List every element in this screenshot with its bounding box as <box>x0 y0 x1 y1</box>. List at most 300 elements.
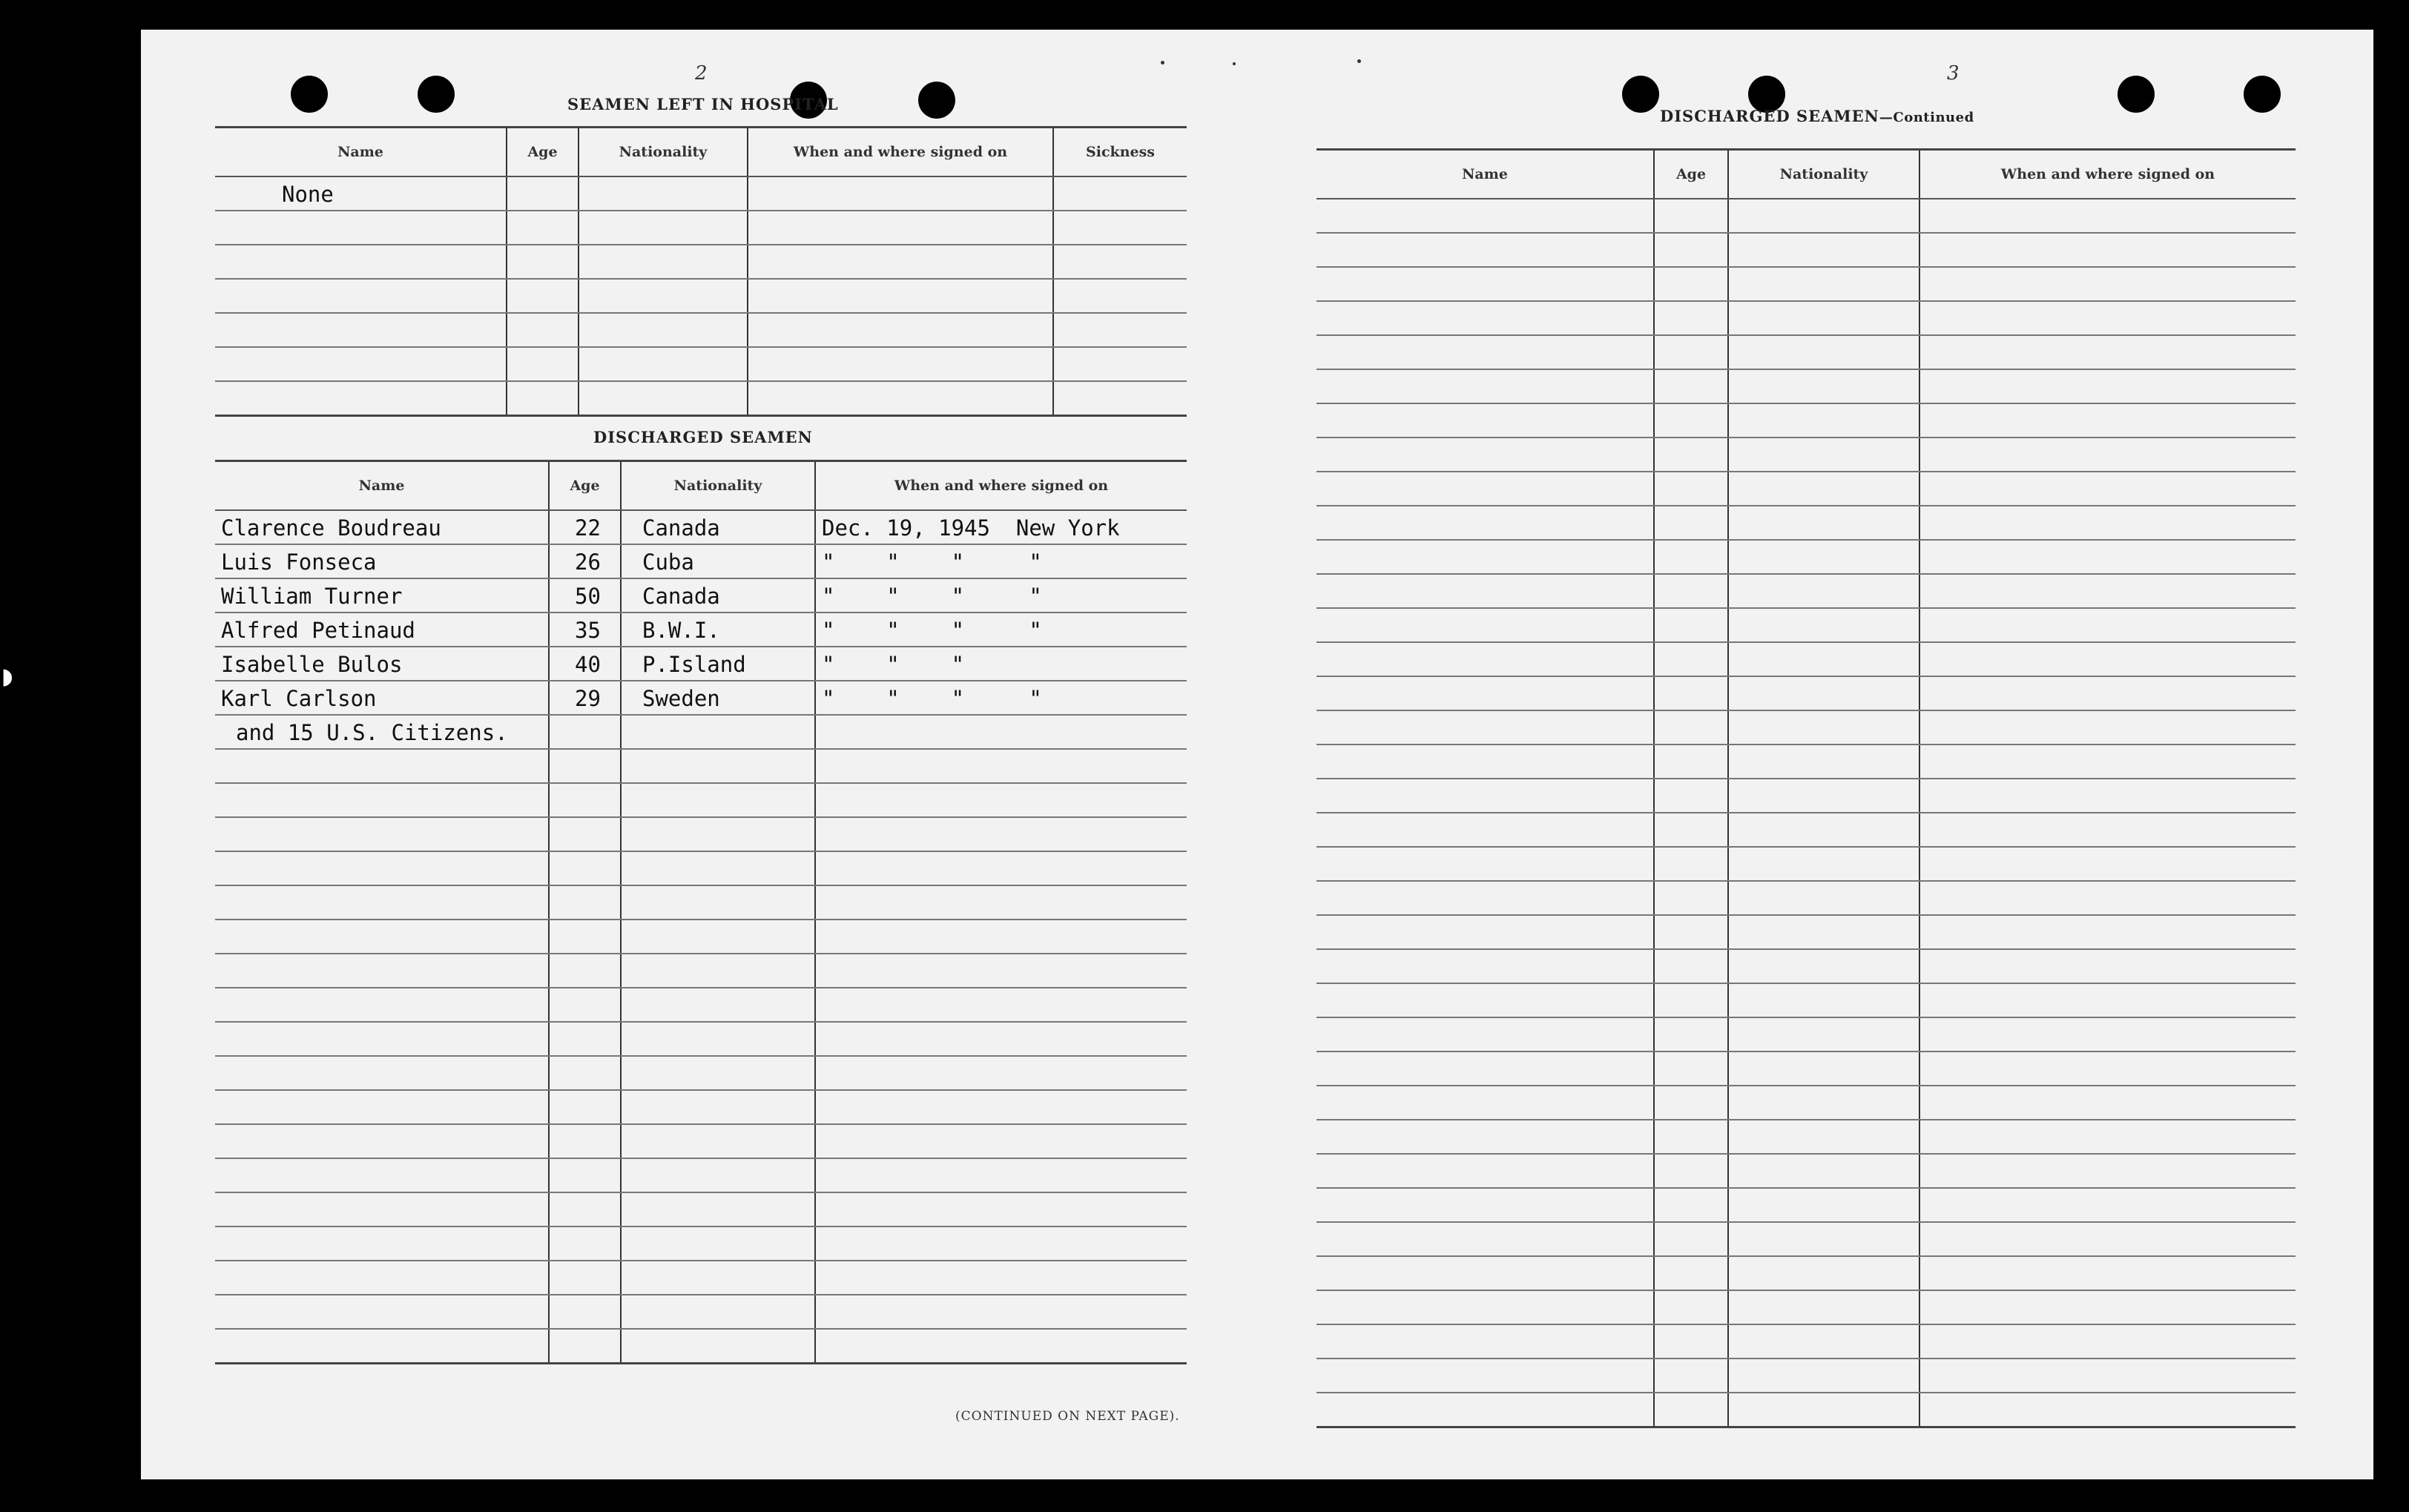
empty-cell <box>1316 233 1654 267</box>
cell-text <box>550 916 620 919</box>
cell-name <box>215 211 507 245</box>
page-number: 3 <box>1947 62 1960 85</box>
cell-signed-on <box>815 510 1187 544</box>
cell-signed-on <box>815 1192 1187 1227</box>
empty-cell <box>1919 540 2296 574</box>
cell-text <box>622 1291 814 1294</box>
empty-cell <box>1728 1324 1919 1359</box>
cell-signed-on <box>815 851 1187 885</box>
cell-text <box>622 1120 814 1123</box>
cell-text <box>816 916 1187 919</box>
cell-nationality <box>621 578 815 613</box>
hospital-section-title: SEAMEN LEFT IN HOSPITAL <box>567 95 839 113</box>
cell-text <box>215 1291 548 1294</box>
empty-cell <box>1316 1393 1654 1427</box>
empty-cell <box>1919 676 2296 710</box>
table-row <box>215 1158 1187 1192</box>
empty-cell <box>1919 1120 2296 1154</box>
empty-cell <box>1316 574 1654 608</box>
empty-cell <box>1919 233 2296 267</box>
table-row <box>1316 642 2296 676</box>
cell-text <box>816 950 1187 953</box>
empty-cell <box>1316 745 1654 779</box>
cell-text <box>215 343 506 346</box>
cell-signed-on <box>815 1158 1187 1192</box>
empty-cell <box>1728 267 1919 301</box>
cell-age <box>549 715 621 749</box>
empty-cell <box>1654 1017 1728 1052</box>
empty-cell <box>1728 1052 1919 1086</box>
header-signed-on: When and where signed on <box>815 461 1187 511</box>
cell-text <box>1054 412 1187 415</box>
empty-cell <box>1654 540 1728 574</box>
header-nationality: Nationality <box>621 461 815 511</box>
empty-cell <box>1316 1017 1654 1052</box>
cell-name <box>215 817 549 851</box>
empty-cell <box>1654 233 1728 267</box>
empty-cell <box>1654 813 1728 847</box>
cell-text <box>816 1052 1187 1055</box>
cell-nationality <box>579 211 748 245</box>
empty-cell <box>1654 881 1728 915</box>
header-sickness: Sickness <box>1053 128 1187 177</box>
cell-text <box>748 343 1052 346</box>
cell-text <box>816 1018 1187 1021</box>
table-row <box>1316 813 2296 847</box>
cell-text: Karl Carlson <box>221 686 377 711</box>
empty-cell <box>1316 642 1654 676</box>
cell-age <box>549 954 621 988</box>
cell-signed-on <box>815 613 1187 647</box>
cell-text <box>748 412 1052 415</box>
table-row <box>215 1329 1187 1364</box>
empty-cell <box>1316 1120 1654 1154</box>
table-row <box>215 1192 1187 1227</box>
cell-age <box>549 1056 621 1090</box>
cell-text <box>507 275 578 278</box>
table-row <box>215 681 1187 715</box>
table-row <box>215 920 1187 954</box>
cell-text <box>1054 343 1187 346</box>
cell-name <box>215 647 549 681</box>
cell-text <box>579 343 747 346</box>
cell-text: William Turner <box>221 584 403 609</box>
empty-cell <box>1728 676 1919 710</box>
cell-nationality <box>621 954 815 988</box>
cell-text <box>550 882 620 885</box>
header-age: Age <box>549 461 621 511</box>
cell-text <box>579 412 747 415</box>
empty-cell <box>1919 710 2296 745</box>
empty-cell <box>1316 472 1654 506</box>
cell-text: " " " " <box>822 618 1042 643</box>
cell-signed-on <box>815 1022 1187 1056</box>
cell-name <box>215 1329 549 1364</box>
empty-cell <box>1728 1290 1919 1324</box>
empty-cell <box>1654 1086 1728 1120</box>
cell-text <box>215 1120 548 1123</box>
cell-text <box>215 275 506 278</box>
cell-text: 22 <box>575 515 601 541</box>
hospital-table-body <box>215 176 1187 416</box>
cell-text <box>1054 207 1187 210</box>
cell-sickness <box>1053 381 1187 416</box>
cell-signed-on <box>748 381 1053 416</box>
cell-name <box>215 954 549 988</box>
empty-cell <box>1316 915 1654 949</box>
empty-cell <box>1728 881 1919 915</box>
cell-text <box>816 779 1187 782</box>
empty-cell <box>1654 983 1728 1017</box>
empty-cell <box>1316 369 1654 403</box>
empty-cell <box>1316 438 1654 472</box>
empty-cell <box>1316 301 1654 335</box>
continued-table-body <box>1316 199 2296 1427</box>
document-sheet <box>141 30 2373 1479</box>
empty-cell <box>1919 1154 2296 1188</box>
cell-nationality <box>579 176 748 211</box>
table-row <box>215 885 1187 920</box>
cell-text <box>816 984 1187 987</box>
cell-text: 40 <box>575 652 601 677</box>
cell-text <box>507 412 578 415</box>
empty-cell <box>1316 608 1654 642</box>
right-page <box>1253 30 2373 1479</box>
empty-cell <box>1919 779 2296 813</box>
table-row <box>1316 403 2296 438</box>
cell-nationality <box>621 1056 815 1090</box>
cell-nationality <box>621 885 815 920</box>
table-row <box>215 313 1187 347</box>
empty-cell <box>1919 1052 2296 1086</box>
table-row <box>1316 233 2296 267</box>
cell-text <box>579 241 747 244</box>
cell-sickness <box>1053 279 1187 313</box>
empty-cell <box>1728 949 1919 983</box>
empty-cell <box>1728 1222 1919 1256</box>
cell-signed-on <box>748 245 1053 279</box>
empty-cell <box>1316 847 1654 881</box>
table-row <box>1316 1086 2296 1120</box>
empty-cell <box>1654 779 1728 813</box>
cell-text <box>748 377 1052 380</box>
discharged-header-row <box>215 461 1187 511</box>
cell-age <box>549 1090 621 1124</box>
cell-signed-on <box>815 783 1187 817</box>
empty-cell <box>1728 506 1919 540</box>
punch-hole <box>918 82 955 119</box>
continued-note: (CONTINUED ON NEXT PAGE). <box>955 1409 1180 1424</box>
cell-age <box>549 613 621 647</box>
cell-text <box>622 950 814 953</box>
cell-text <box>215 1257 548 1260</box>
header-nationality: Nationality <box>579 128 748 177</box>
cell-signed-on <box>815 920 1187 954</box>
empty-cell <box>1919 1393 2296 1427</box>
cell-name <box>215 1261 549 1295</box>
cell-text: 26 <box>575 549 601 575</box>
cell-text <box>215 882 548 885</box>
table-row <box>215 954 1187 988</box>
empty-cell <box>1919 949 2296 983</box>
table-row <box>1316 1188 2296 1222</box>
cell-nationality <box>621 988 815 1022</box>
cell-signed-on <box>815 544 1187 578</box>
cell-text <box>748 275 1052 278</box>
cell-signed-on <box>815 1261 1187 1295</box>
table-row <box>215 211 1187 245</box>
cell-age <box>549 681 621 715</box>
cell-text <box>622 1325 814 1328</box>
cell-nationality <box>621 1295 815 1329</box>
cell-text: B.W.I. <box>642 618 720 643</box>
header-name: Name <box>1316 150 1654 199</box>
cell-text <box>550 984 620 987</box>
cell-text: Sweden <box>642 686 720 711</box>
cell-age <box>549 1227 621 1261</box>
cell-signed-on <box>815 1090 1187 1124</box>
header-age: Age <box>507 128 579 177</box>
empty-cell <box>1316 983 1654 1017</box>
empty-cell <box>1654 642 1728 676</box>
cell-text: None <box>282 182 334 207</box>
punch-hole <box>2244 76 2281 113</box>
cell-name <box>215 1158 549 1192</box>
cell-text <box>622 1359 814 1362</box>
ink-speck <box>1161 61 1164 65</box>
cell-text <box>215 1086 548 1089</box>
cell-nationality <box>621 544 815 578</box>
cell-text <box>622 745 814 748</box>
cell-text: and 15 U.S. Citizens. <box>236 720 508 745</box>
empty-cell <box>1919 438 2296 472</box>
cell-name <box>215 1295 549 1329</box>
empty-cell <box>1654 1393 1728 1427</box>
empty-cell <box>1316 1256 1654 1290</box>
cell-text <box>215 1223 548 1226</box>
cell-text <box>816 1155 1187 1158</box>
empty-cell <box>1654 574 1728 608</box>
discharged-table-body <box>215 510 1187 1364</box>
cell-text <box>215 1018 548 1021</box>
cell-text <box>748 207 1052 210</box>
empty-cell <box>1728 574 1919 608</box>
table-row <box>215 544 1187 578</box>
empty-cell <box>1654 676 1728 710</box>
cell-text <box>579 207 747 210</box>
cell-name <box>215 749 549 783</box>
cell-nationality <box>621 1124 815 1158</box>
table-row <box>1316 1017 2296 1052</box>
empty-cell <box>1654 1256 1728 1290</box>
empty-cell <box>1316 506 1654 540</box>
cell-text <box>215 1189 548 1192</box>
cell-age <box>507 211 579 245</box>
empty-cell <box>1919 642 2296 676</box>
cell-text: Clarence Boudreau <box>221 515 441 541</box>
cell-text: Alfred Petinaud <box>221 618 415 643</box>
page-number: 2 <box>695 62 708 85</box>
cell-text <box>215 950 548 953</box>
empty-cell <box>1728 1359 1919 1393</box>
cell-name <box>215 510 549 544</box>
empty-cell <box>1728 813 1919 847</box>
empty-cell <box>1728 335 1919 369</box>
cell-text <box>1054 309 1187 312</box>
table-row <box>1316 506 2296 540</box>
empty-cell <box>1654 335 1728 369</box>
cell-text <box>215 1155 548 1158</box>
empty-cell <box>1316 199 1654 233</box>
empty-cell <box>1728 369 1919 403</box>
table-row <box>1316 608 2296 642</box>
empty-cell <box>1316 403 1654 438</box>
cell-sickness <box>1053 313 1187 347</box>
cell-text <box>215 412 506 415</box>
cell-name <box>215 544 549 578</box>
cell-text <box>748 309 1052 312</box>
discharged-section-title: DISCHARGED SEAMEN <box>593 428 813 446</box>
empty-cell <box>1654 267 1728 301</box>
table-row <box>215 510 1187 544</box>
cell-text <box>215 377 506 380</box>
hospital-header-row <box>215 128 1187 177</box>
cell-name <box>215 245 507 279</box>
cell-age <box>549 783 621 817</box>
cell-name <box>215 988 549 1022</box>
cell-text <box>816 813 1187 816</box>
cell-text <box>550 1018 620 1021</box>
empty-cell <box>1919 847 2296 881</box>
cell-age <box>549 988 621 1022</box>
empty-cell <box>1919 472 2296 506</box>
table-row <box>215 347 1187 381</box>
cell-text <box>215 1325 548 1328</box>
table-row <box>215 749 1187 783</box>
empty-cell <box>1654 1290 1728 1324</box>
cell-signed-on <box>748 347 1053 381</box>
empty-cell <box>1919 369 2296 403</box>
cell-text <box>579 275 747 278</box>
header-nationality: Nationality <box>1728 150 1919 199</box>
empty-cell <box>1654 199 1728 233</box>
empty-cell <box>1919 506 2296 540</box>
cell-age <box>549 817 621 851</box>
cell-age <box>549 1261 621 1295</box>
cell-age <box>549 1022 621 1056</box>
empty-cell <box>1316 1052 1654 1086</box>
title-main: DISCHARGED SEAMEN <box>1660 107 1879 125</box>
cell-text <box>1054 377 1187 380</box>
empty-cell <box>1728 1154 1919 1188</box>
cell-text <box>816 848 1187 851</box>
cell-text <box>816 1120 1187 1123</box>
cell-signed-on <box>815 1329 1187 1364</box>
cell-signed-on <box>815 1227 1187 1261</box>
table-row <box>215 1056 1187 1090</box>
cell-nationality <box>621 1022 815 1056</box>
cell-text <box>550 848 620 851</box>
cell-text <box>622 1155 814 1158</box>
cell-age <box>549 647 621 681</box>
cell-age <box>549 1192 621 1227</box>
cell-text <box>215 916 548 919</box>
empty-cell <box>1654 710 1728 745</box>
cell-text: " " " " <box>822 584 1042 609</box>
table-row <box>215 715 1187 749</box>
empty-cell <box>1654 1120 1728 1154</box>
empty-cell <box>1654 369 1728 403</box>
table-row <box>1316 1393 2296 1427</box>
cell-text: Isabelle Bulos <box>221 652 403 677</box>
empty-cell <box>1919 267 2296 301</box>
table-row <box>1316 301 2296 335</box>
table-row <box>215 381 1187 416</box>
table-row <box>1316 779 2296 813</box>
cell-text <box>622 1223 814 1226</box>
header-signed-on: When and where signed on <box>1919 150 2296 199</box>
cell-text <box>550 1189 620 1192</box>
continued-header-row <box>1316 150 2296 199</box>
empty-cell <box>1654 1188 1728 1222</box>
cell-text <box>215 984 548 987</box>
cell-nationality <box>621 1192 815 1227</box>
empty-cell <box>1728 1086 1919 1120</box>
table-row <box>1316 710 2296 745</box>
cell-age <box>549 1124 621 1158</box>
cell-name <box>215 783 549 817</box>
cell-text: 35 <box>575 618 601 643</box>
empty-cell <box>1316 1154 1654 1188</box>
cell-text <box>622 1052 814 1055</box>
empty-cell <box>1654 1154 1728 1188</box>
cell-text <box>816 1257 1187 1260</box>
cell-text <box>507 309 578 312</box>
empty-cell <box>1919 1188 2296 1222</box>
table-row <box>1316 915 2296 949</box>
cell-age <box>549 851 621 885</box>
table-row <box>215 279 1187 313</box>
continued-table <box>1316 148 2296 1428</box>
empty-cell <box>1654 1222 1728 1256</box>
empty-cell <box>1654 608 1728 642</box>
table-row <box>1316 574 2296 608</box>
cell-signed-on <box>815 715 1187 749</box>
empty-cell <box>1919 1256 2296 1290</box>
empty-cell <box>1316 813 1654 847</box>
cell-name <box>215 885 549 920</box>
empty-cell <box>1654 949 1728 983</box>
empty-cell <box>1316 540 1654 574</box>
empty-cell <box>1919 1359 2296 1393</box>
table-row <box>1316 335 2296 369</box>
table-row <box>215 988 1187 1022</box>
cell-text: 29 <box>575 686 601 711</box>
cell-text <box>622 813 814 816</box>
empty-cell <box>1728 1188 1919 1222</box>
cell-text <box>622 984 814 987</box>
empty-cell <box>1728 710 1919 745</box>
cell-text <box>507 343 578 346</box>
cell-nationality <box>579 313 748 347</box>
table-row <box>1316 1154 2296 1188</box>
empty-cell <box>1728 915 1919 949</box>
cell-nationality <box>621 920 815 954</box>
cell-text: Canada <box>642 584 720 609</box>
table-row <box>1316 1222 2296 1256</box>
cell-nationality <box>621 681 815 715</box>
cell-text <box>550 745 620 748</box>
